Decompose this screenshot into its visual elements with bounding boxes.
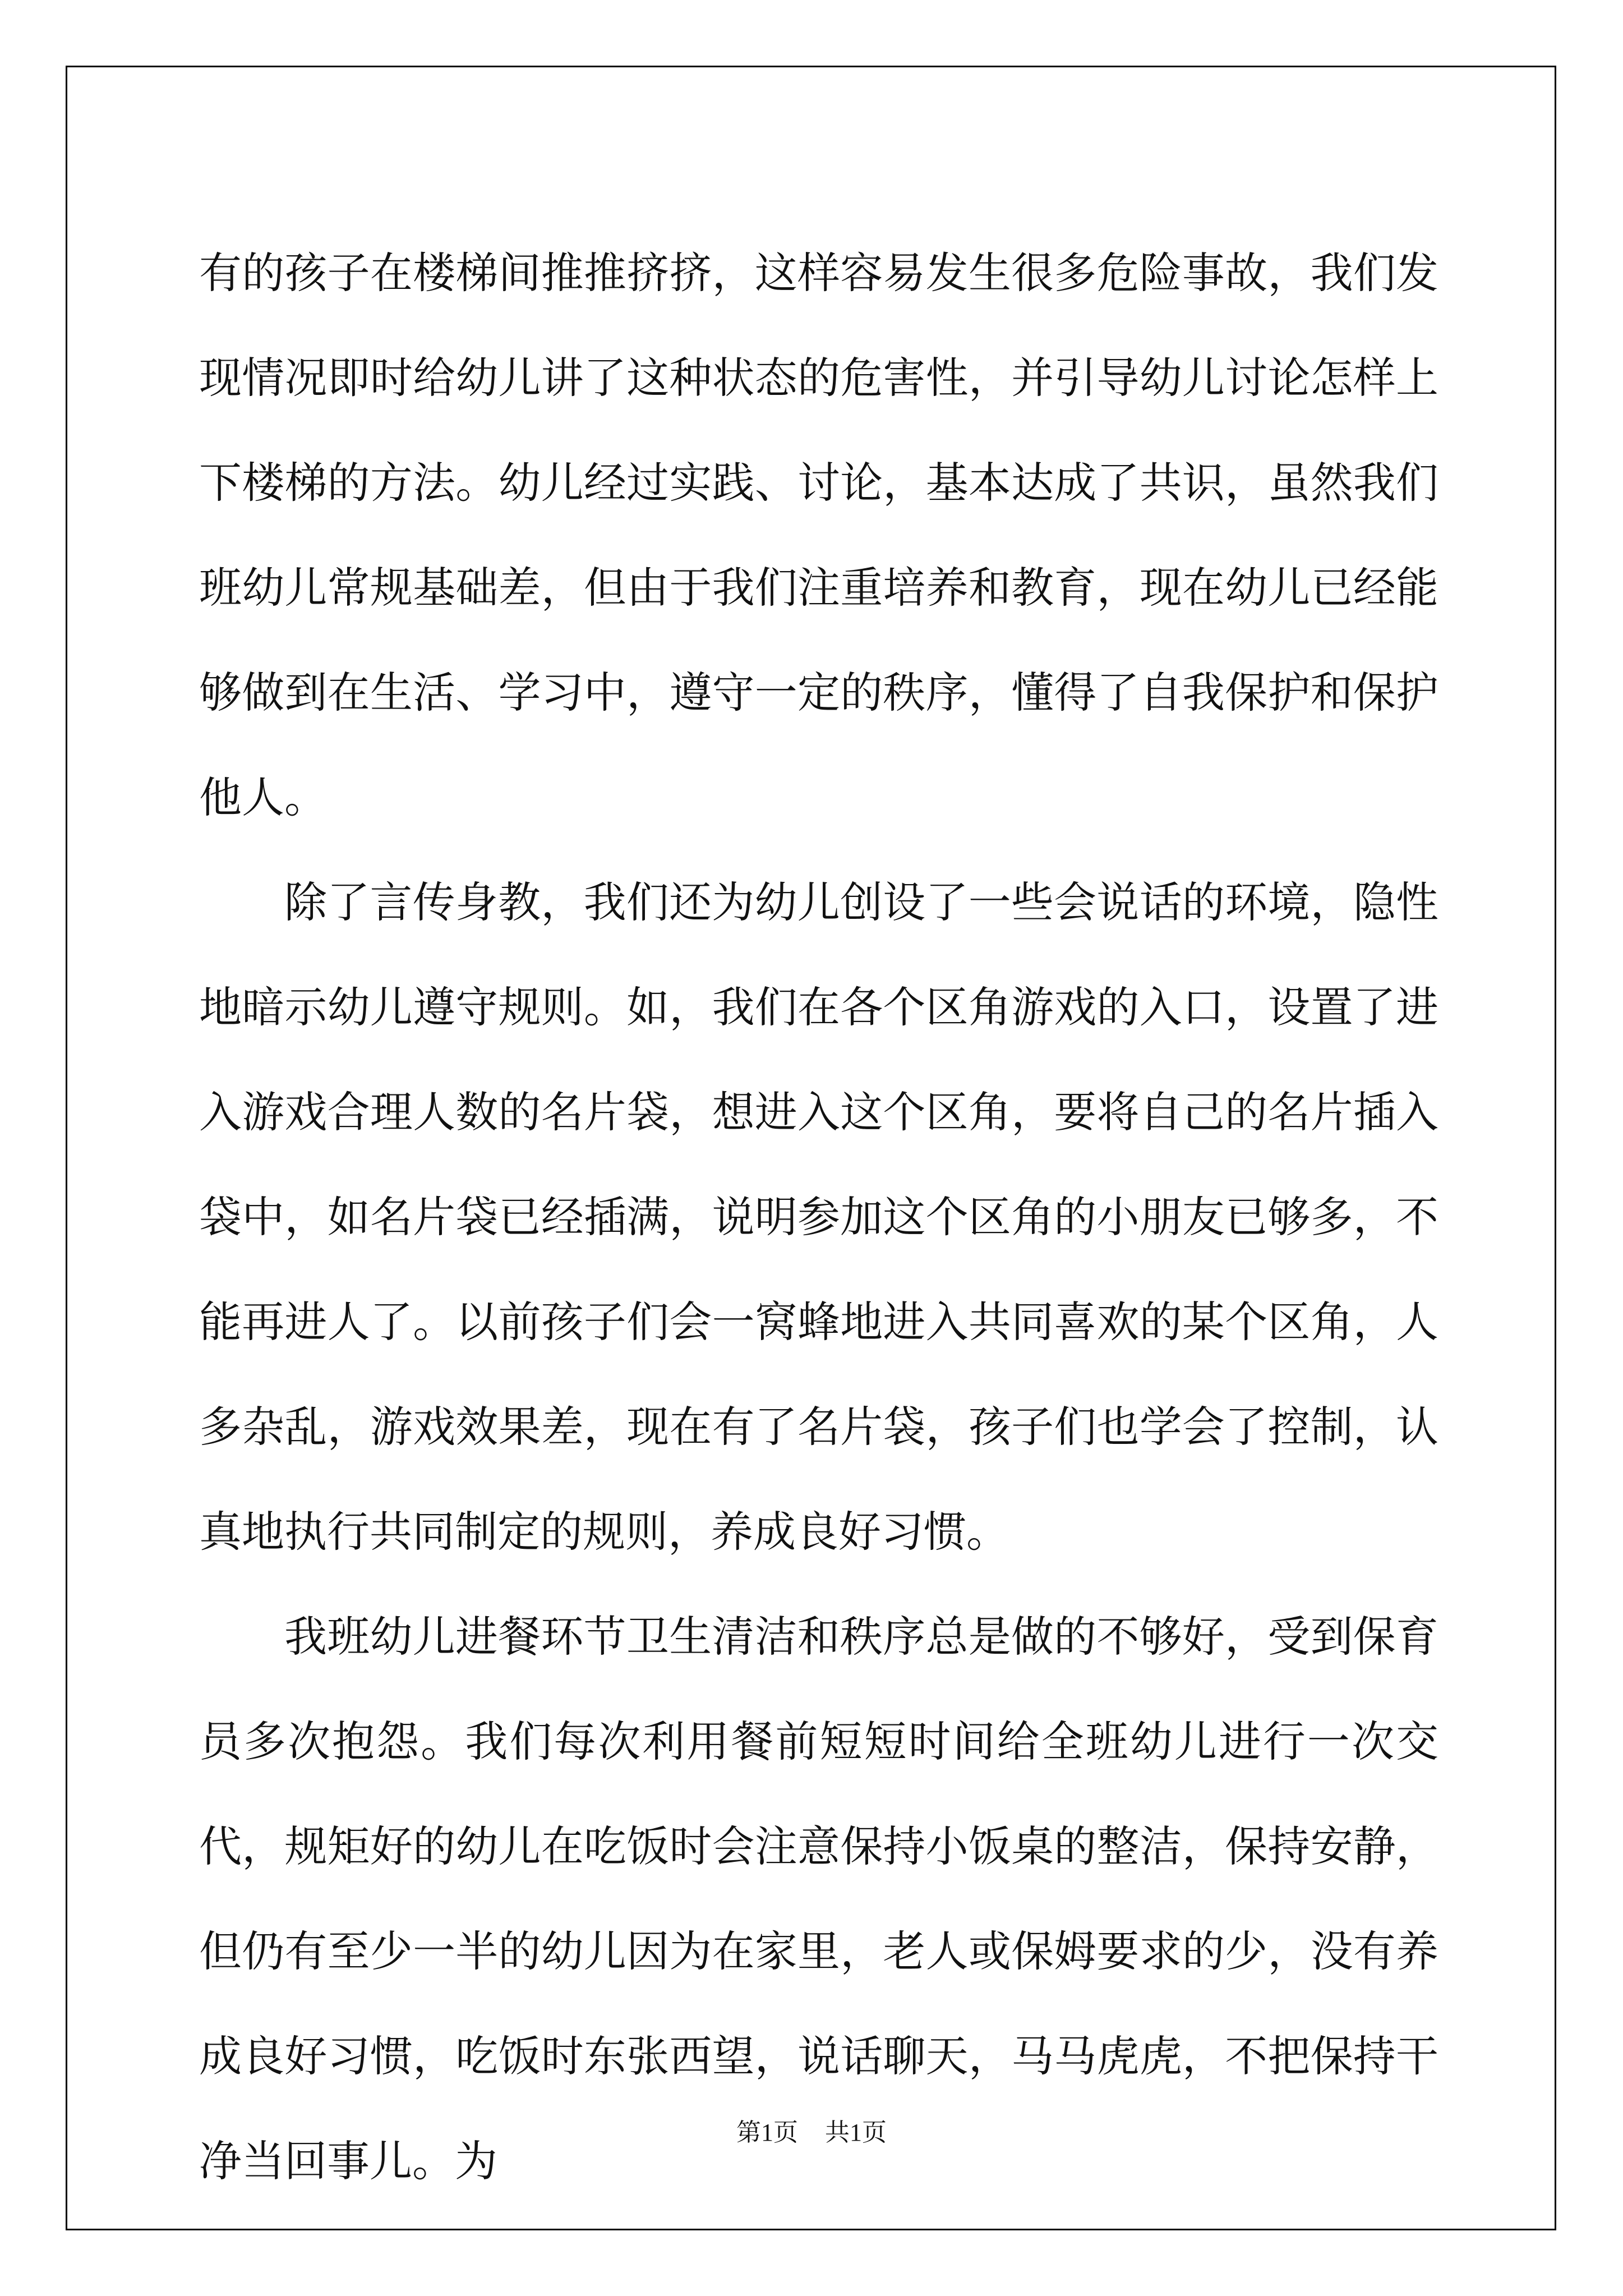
page-total: 共1页	[825, 2119, 887, 2146]
document-body	[199, 220, 1438, 2214]
paragraph-3: 我班幼儿进餐环节卫生清洁和秩序总是做的不够好，受到保育员多次抱怨。我们每次利用餐前短短时间给全班幼儿进行一次交代，规矩好的幼儿在吃饭时会注意保持小饭桌的整洁，保持安静，但仍有至少一半的幼儿因为在家里，老人或保姆要求的少，没有养成良好习惯，吃饭时东张西望，说话聊天，马马虎虎，不把保持干净当回事儿。为	[199, 1612, 1438, 2186]
paragraph-1: 有的孩子在楼梯间推推挤挤，这样容易发生很多危险事故，我们发现情况即时给幼儿讲了这种状态的危害性，并引导幼儿讨论怎样上下楼梯的方法。幼儿经过实践、讨论，基本达成了共识，虽然我们班幼儿常规基础差，但由于我们注重培养和教育，现在幼儿已经能够做到在生活、学习中，遵守一定的秩序，懂得了自我保护和保护他人。	[199, 248, 1438, 822]
page-number: 第1页	[736, 2119, 798, 2146]
page-footer	[0, 2116, 1623, 2150]
paragraph-2: 除了言传身教，我们还为幼儿创设了一些会说话的环境，隐性地暗示幼儿遵守规则。如，我们在各个区角游戏的入口，设置了进入游戏合理人数的名片袋，想进入这个区角，要将自己的名片插入袋中，如名片袋已经插满，说明参加这个区角的小朋友已够多，不能再进人了。以前孩子们会一窝蜂地进入共同喜欢的某个区角，人多杂乱，游戏效果差，现在有了名片袋，孩子们也学会了控制，认真地执行共同制定的规则，养成良好习惯。	[199, 877, 1438, 1557]
